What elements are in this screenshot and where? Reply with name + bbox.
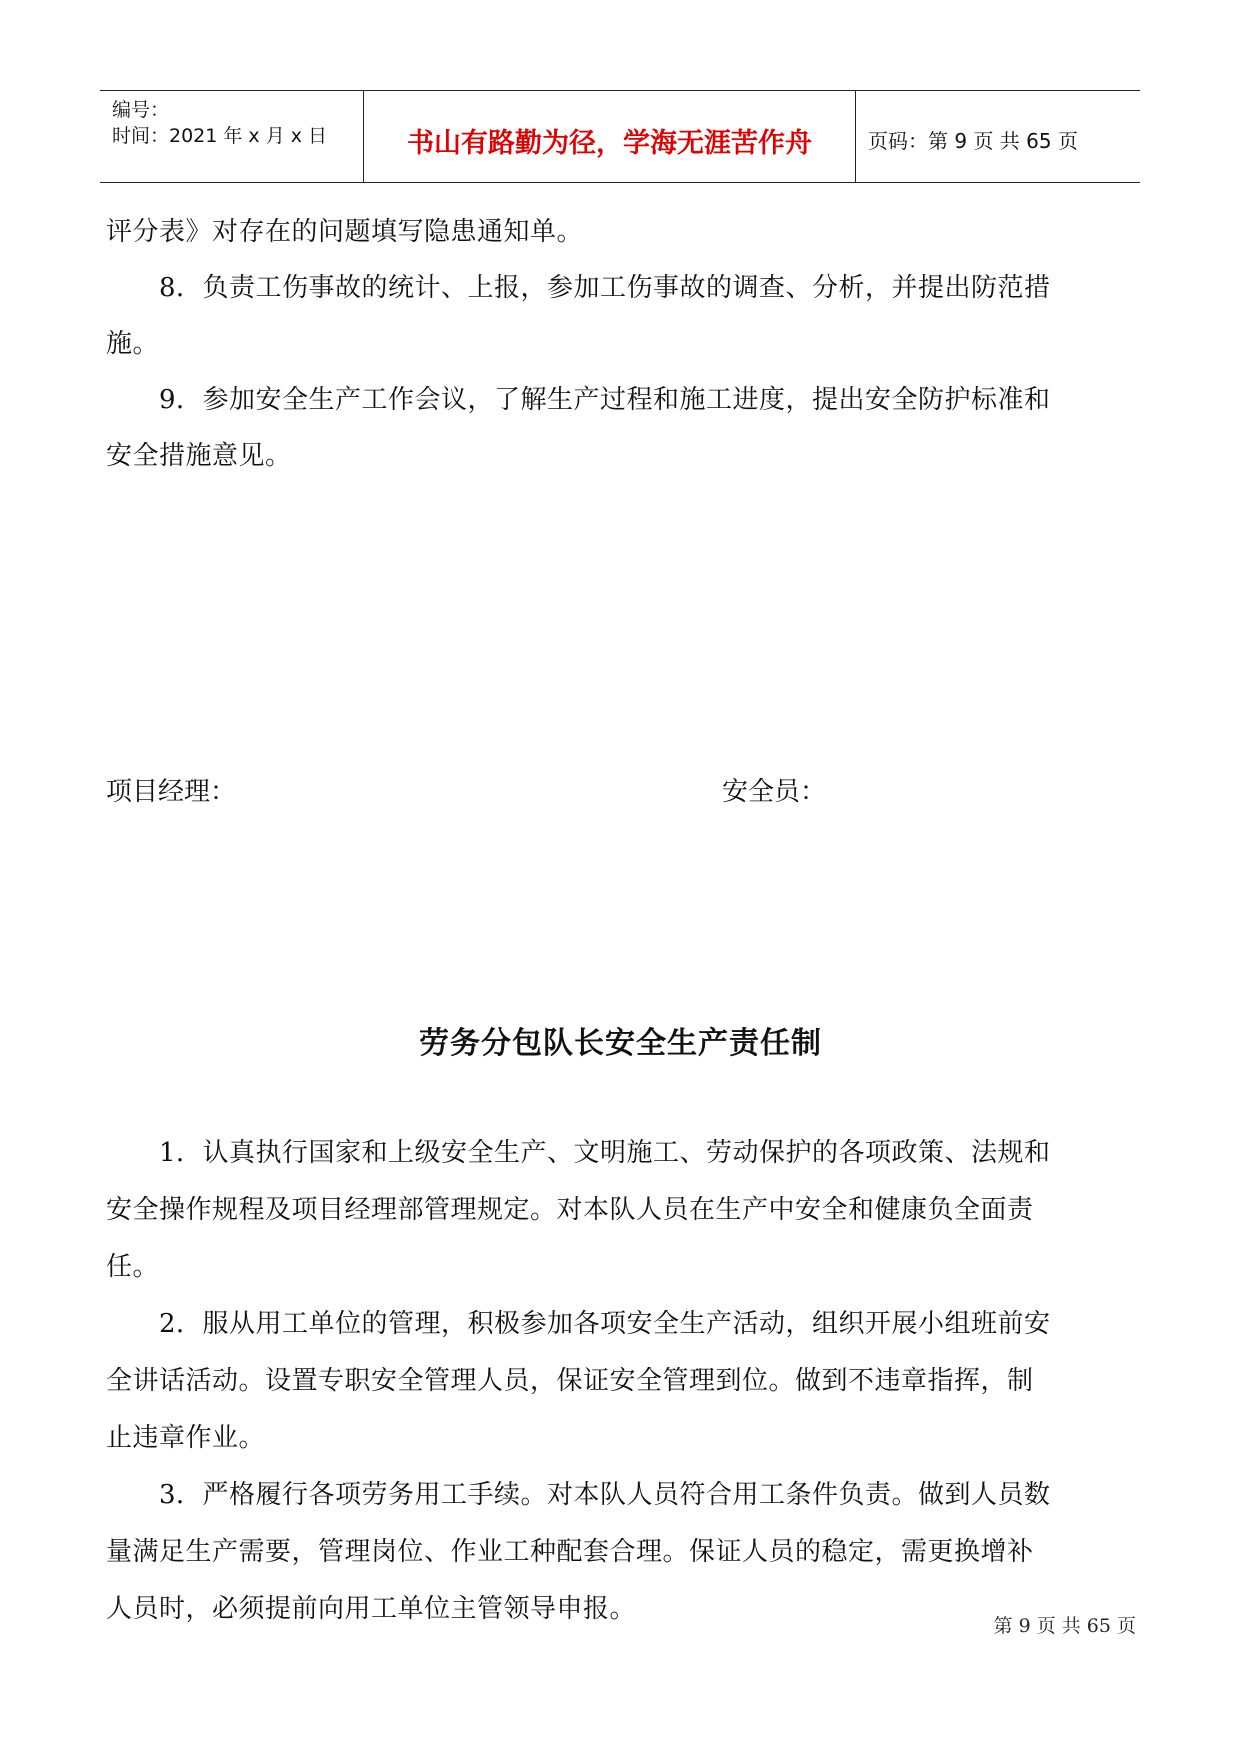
paragraph-line: 安全措施意见。 — [106, 441, 292, 471]
section-title: 劳务分包队长安全生产责任制 — [419, 1026, 822, 1061]
time-label: 时间：2021 年 x 月 x 日 — [112, 125, 328, 147]
header-page-cell — [856, 91, 1140, 182]
serial-label: 编号： — [112, 99, 170, 121]
motto-text: 书山有路勤为径，学海无涯苦作舟 — [407, 128, 812, 159]
page-code: 页码：第 9 页 共 65 页 — [868, 129, 1078, 153]
page-header — [100, 90, 1140, 183]
header-meta-cell — [100, 91, 364, 182]
paragraph-line: 施。 — [106, 329, 160, 359]
paragraph-line: 评分表》对存在的问题填写隐患通知单。 — [106, 217, 584, 247]
paragraph-line: 2．服从用工单位的管理，积极参加各项安全生产活动，组织开展小组班前安 — [106, 1309, 1051, 1339]
paragraph-line: 安全操作规程及项目经理部管理规定。对本队人员在生产中安全和健康负全面责 — [106, 1195, 1034, 1225]
paragraph-line: 3．严格履行各项劳务用工手续。对本队人员符合用工条件负责。做到人员数 — [106, 1480, 1051, 1510]
paragraph-line: 人员时，必须提前向用工单位主管领导申报。 — [106, 1594, 637, 1624]
paragraph-line: 1．认真执行国家和上级安全生产、文明施工、劳动保护的各项政策、法规和 — [106, 1138, 1051, 1168]
project-manager-signature-label: 项目经理： — [106, 777, 237, 807]
page-footer-number: 第 9 页 共 65 页 — [993, 1615, 1136, 1637]
paragraph-line: 全讲话活动。设置专职安全管理人员，保证安全管理到位。做到不违章指挥，制 — [106, 1366, 1034, 1396]
paragraph-line: 9．参加安全生产工作会议，了解生产过程和施工进度，提出安全防护标准和 — [106, 385, 1051, 415]
paragraph-line: 止违章作业。 — [106, 1423, 266, 1453]
paragraph-line: 任。 — [106, 1252, 160, 1282]
paragraph-line: 量满足生产需要，管理岗位、作业工种配套合理。保证人员的稳定，需更换增补 — [106, 1537, 1034, 1567]
paragraph-line: 8．负责工伤事故的统计、上报，参加工伤事故的调查、分析，并提出防范措 — [106, 273, 1051, 303]
header-motto-cell — [364, 91, 856, 182]
safety-officer-signature-label: 安全员： — [722, 777, 827, 807]
